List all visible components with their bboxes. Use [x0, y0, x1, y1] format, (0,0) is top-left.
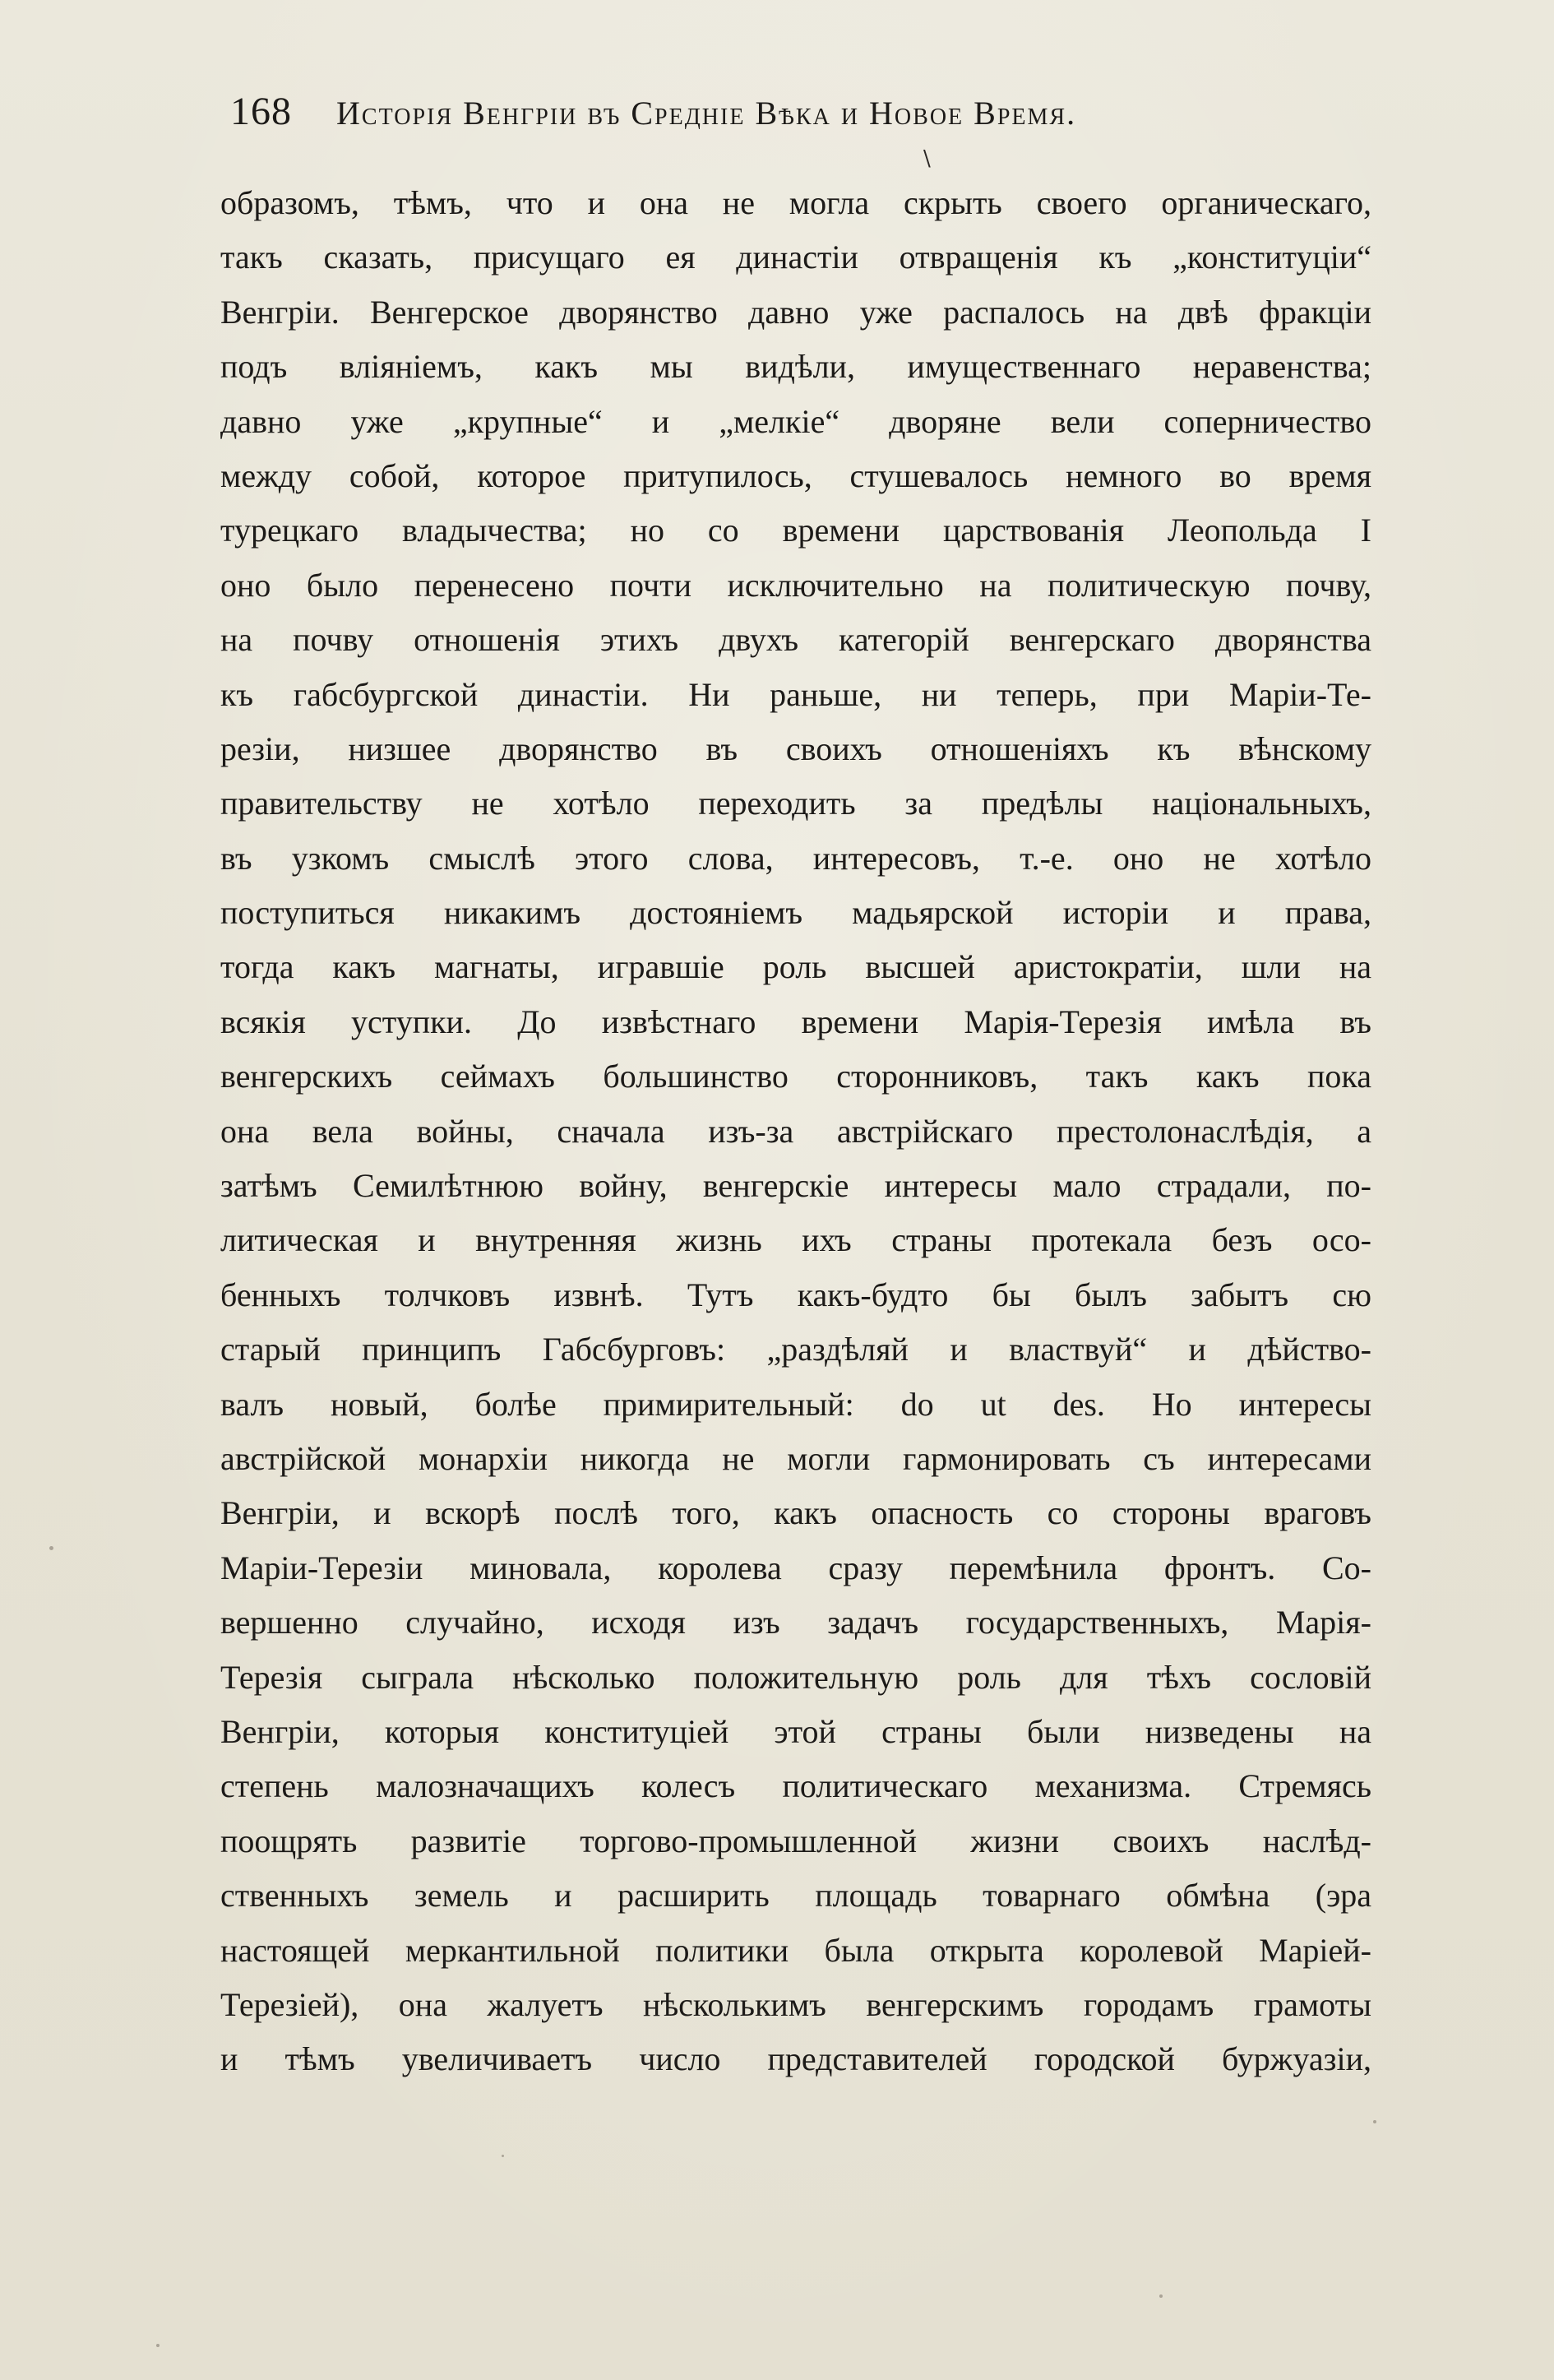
body-text	[220, 176, 1371, 2087]
text-line: резіи, низшее дворянство въ своихъ отношеніяхъ къ вѣнскому	[220, 729, 1371, 767]
text-line: къ габсбургской династіи. Ни раньше, ни теперь, при Маріи-Те-	[220, 675, 1371, 713]
text-line: Терезіей), она жалуетъ нѣсколькимъ венгерскимъ городамъ грамоты	[220, 1985, 1371, 2023]
text-line: поощрять развитіе торгово-промышленной жизни своихъ наслѣд-	[220, 1822, 1371, 1859]
text-line: оно было перенесено почти исключительно на политическую почву,	[220, 566, 1371, 604]
paper-speck	[49, 1546, 53, 1550]
text-line: Венгріи. Венгерское дворянство давно уже распалось на двѣ фракціи	[220, 293, 1371, 331]
text-line: бенныхъ толчковъ извнѣ. Тутъ какъ-будто бы былъ забытъ сю	[220, 1276, 1371, 1313]
paper-speck	[156, 2344, 160, 2347]
text-line: австрійской монархіи никогда не могли гармонировать съ интересами	[220, 1439, 1371, 1477]
text-line: валъ новый, болѣе примирительный: do ut des. Но интересы	[220, 1385, 1371, 1423]
text-line: затѣмъ Семилѣтнюю войну, венгерскіе интересы мало страдали, по-	[220, 1167, 1371, 1205]
text-line: она вела войны, сначала изъ-за австрійскаго престолонаслѣдія, а	[220, 1112, 1371, 1150]
text-line: тогда какъ магнаты, игравшіе роль высшей аристократіи, шли на	[220, 948, 1371, 986]
text-line: образомъ, тѣмъ, что и она не могла скрыть своего органическаго,	[220, 184, 1371, 221]
text-line: всякія уступки. До извѣстнаго времени Марія-Терезія имѣла въ	[220, 1002, 1371, 1040]
paper-speck	[502, 2155, 504, 2157]
text-line: Терезія сыграла нѣсколько положительную роль для тѣхъ сословій	[220, 1658, 1371, 1696]
text-line: Венгріи, и вскорѣ послѣ того, какъ опасность со стороны враговъ	[220, 1494, 1371, 1532]
paper-speck	[1373, 2120, 1376, 2123]
text-line: Маріи-Терезіи миновала, королева сразу перемѣнила фронтъ. Со-	[220, 1549, 1371, 1586]
text-line: такъ сказать, присущаго ея династіи отвращенія къ „конституціи“	[220, 238, 1371, 276]
page-number: 168	[230, 90, 292, 133]
stray-mark: \	[923, 146, 931, 171]
text-line: на почву отношенія этихъ двухъ категорій венгерскаго дворянства	[220, 621, 1371, 659]
text-line: и тѣмъ увеличиваетъ число представителей городской буржуазіи,	[220, 2040, 1371, 2078]
text-line: настоящей меркантильной политики была открыта королевой Маріей-	[220, 1931, 1371, 1969]
text-line: между собой, которое притупилось, стушевалось немного во время	[220, 456, 1371, 494]
text-line: Венгріи, которыя конституціей этой страны были низведены на	[220, 1712, 1371, 1750]
text-line: правительству не хотѣло переходить за предѣлы національныхъ,	[220, 785, 1371, 822]
text-line: подъ вліяніемъ, какъ мы видѣли, имущественнаго неравенства;	[220, 348, 1371, 386]
text-line: поступиться никакимъ достояніемъ мадьярской исторіи и права,	[220, 894, 1371, 932]
running-title: Исторія Венгріи въ Средніе Вѣка и Новое Время.	[336, 95, 1077, 132]
text-line: литическая и внутренняя жизнь ихъ страны протекала безъ осо-	[220, 1221, 1371, 1259]
page-header	[230, 89, 1365, 138]
text-line: степень малозначащихъ колесъ политическаго механизма. Стремясь	[220, 1767, 1371, 1805]
text-line: турецкаго владычества; но со времени царствованія Леопольда I	[220, 512, 1371, 549]
text-line: старый принципъ Габсбурговъ: „раздѣляй и властвуй“ и дѣйство-	[220, 1331, 1371, 1368]
text-line: давно уже „крупные“ и „мелкіе“ дворяне вели соперничество	[220, 402, 1371, 440]
paper-speck	[1159, 2294, 1163, 2298]
text-line: венгерскихъ сеймахъ большинство сторонниковъ, такъ какъ пока	[220, 1058, 1371, 1095]
text-line: вершенно случайно, исходя изъ задачъ государственныхъ, Марія-	[220, 1604, 1371, 1641]
text-line: въ узкомъ смыслѣ этого слова, интересовъ, т.-е. оно не хотѣло	[220, 839, 1371, 877]
text-line: ственныхъ земель и расширить площадь товарнаго обмѣна (эра	[220, 1877, 1371, 1915]
